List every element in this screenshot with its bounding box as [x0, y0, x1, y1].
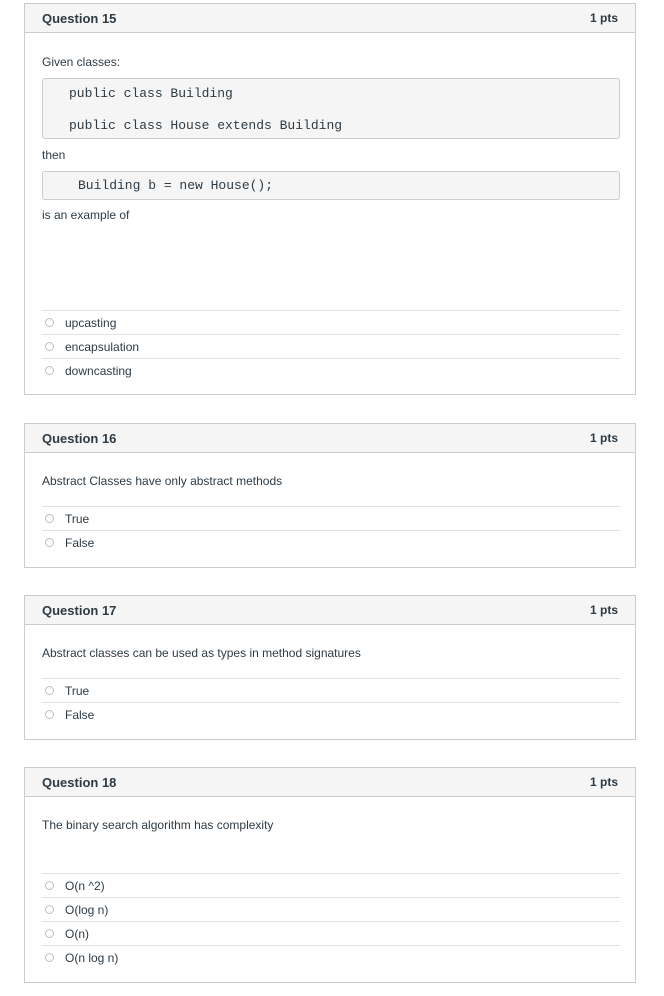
answer-list	[42, 678, 620, 726]
answer-option[interactable]	[42, 334, 620, 358]
radio-button[interactable]	[45, 538, 54, 547]
question-prompt: Abstract classes can be used as types in method signatures	[42, 646, 361, 660]
code-block	[42, 78, 620, 139]
question-17-card	[24, 595, 636, 740]
question-title: Question 15	[42, 10, 117, 26]
question-points: 1 pts	[589, 775, 618, 789]
question-title: Question 17	[42, 602, 117, 618]
question-18-card	[24, 767, 636, 983]
answer-label: False	[65, 707, 95, 722]
code-line-1: public class Building	[69, 86, 233, 101]
radio-button[interactable]	[45, 514, 54, 523]
answer-option[interactable]	[42, 873, 620, 897]
answer-option[interactable]	[42, 921, 620, 945]
radio-button[interactable]	[45, 953, 54, 962]
code-statement: Building b = new House();	[78, 178, 274, 193]
answer-label: False	[65, 535, 95, 550]
question-15-card	[24, 3, 636, 395]
question-points: 1 pts	[589, 603, 618, 617]
radio-button[interactable]	[45, 686, 54, 695]
answer-label: encapsulation	[65, 339, 140, 354]
question-connector: then	[42, 148, 66, 162]
radio-button[interactable]	[45, 318, 54, 327]
answer-label: True	[65, 683, 90, 698]
answer-label: upcasting	[65, 315, 117, 330]
answer-label: True	[65, 511, 90, 526]
question-header	[25, 4, 635, 33]
question-points: 1 pts	[589, 11, 618, 25]
radio-button[interactable]	[45, 342, 54, 351]
question-title: Question 16	[42, 430, 117, 446]
question-16-card	[24, 423, 636, 568]
question-title: Question 18	[42, 774, 117, 790]
answer-option[interactable]	[42, 310, 620, 334]
code-line-box	[42, 171, 620, 200]
answer-label: O(n ^2)	[65, 878, 105, 893]
answer-list	[42, 506, 620, 554]
answer-option[interactable]	[42, 358, 620, 382]
answer-option[interactable]	[42, 945, 620, 969]
question-header	[25, 596, 635, 625]
radio-button[interactable]	[45, 366, 54, 375]
answer-option[interactable]	[42, 530, 620, 554]
answer-option[interactable]	[42, 678, 620, 702]
answer-label: O(n log n)	[65, 950, 119, 965]
question-points: 1 pts	[589, 431, 618, 445]
radio-button[interactable]	[45, 905, 54, 914]
code-line-2: public class House extends Building	[69, 118, 343, 133]
answer-label: O(log n)	[65, 902, 109, 917]
question-header	[25, 768, 635, 797]
radio-button[interactable]	[45, 710, 54, 719]
answer-list	[42, 873, 620, 969]
radio-button[interactable]	[45, 929, 54, 938]
radio-button[interactable]	[45, 881, 54, 890]
answer-option[interactable]	[42, 897, 620, 921]
answer-option[interactable]	[42, 506, 620, 530]
answer-list	[42, 310, 620, 382]
question-prompt: The binary search algorithm has complexity	[42, 818, 274, 832]
answer-label: downcasting	[65, 363, 132, 378]
answer-label: O(n)	[65, 926, 89, 941]
answer-option[interactable]	[42, 702, 620, 726]
question-prompt: is an example of	[42, 208, 130, 222]
question-header	[25, 424, 635, 453]
question-prompt: Abstract Classes have only abstract methods	[42, 474, 283, 488]
question-intro: Given classes:	[42, 55, 121, 69]
